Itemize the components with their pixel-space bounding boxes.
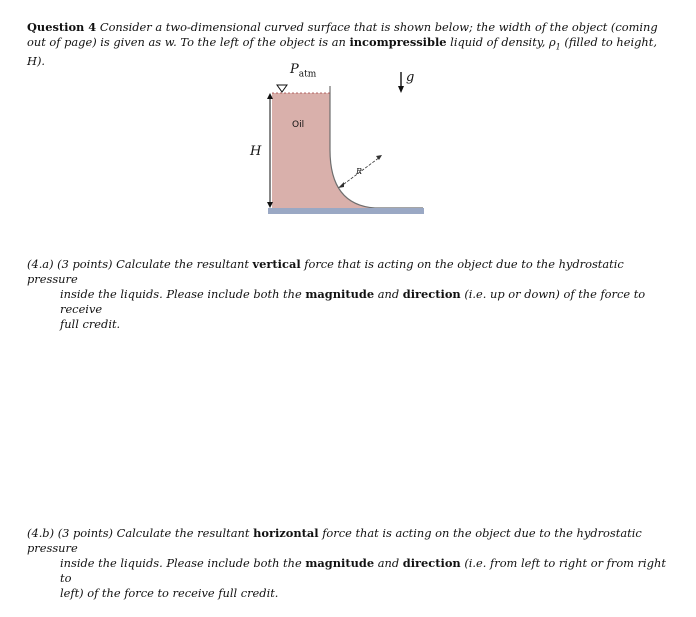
part-b: (4.b) (3 points) Calculate the resultant horizontal force that is acting on the object due to the hydrostatic pressure inside the liquids. Please include both the magnitude and direction (i.e. from left to right or from right to left) of the force to receive full credit.: [27, 526, 666, 600]
radius-arrow-tail: [338, 182, 344, 188]
oil-region: [272, 93, 375, 208]
oil-label: Oil: [292, 120, 305, 130]
free-surface-triangle-icon: [277, 85, 287, 92]
patm-label: $P_{atm}$: [290, 62, 317, 80]
question-intro: Question 4 Consider a two-dimensional curved surface that is shown below; the width of the object (coming out of page) is given as w. To the left of the object is an incompressible liquid of density, $\rho_1$ (filled to height, H).: [27, 20, 658, 69]
height-label: H: [250, 144, 262, 159]
part-b-label: (4.b): [27, 526, 55, 540]
radius-label: R: [356, 167, 363, 176]
part-a-label: (4.a): [27, 257, 54, 271]
gravity-label: g: [406, 70, 415, 85]
part-a: (4.a) (3 points) Calculate the resultant vertical force that is acting on the object due to the hydrostatic pressure inside the liquids. Please include both the magnitude and direction (i.e. up or down) of the force to receive full credit.: [27, 257, 646, 331]
gravity-arrow-head: [398, 86, 404, 93]
question-number: Question 4: [27, 20, 97, 34]
curved-wall: [330, 93, 423, 208]
floor: [268, 208, 424, 214]
tank-figure: [240, 60, 440, 220]
